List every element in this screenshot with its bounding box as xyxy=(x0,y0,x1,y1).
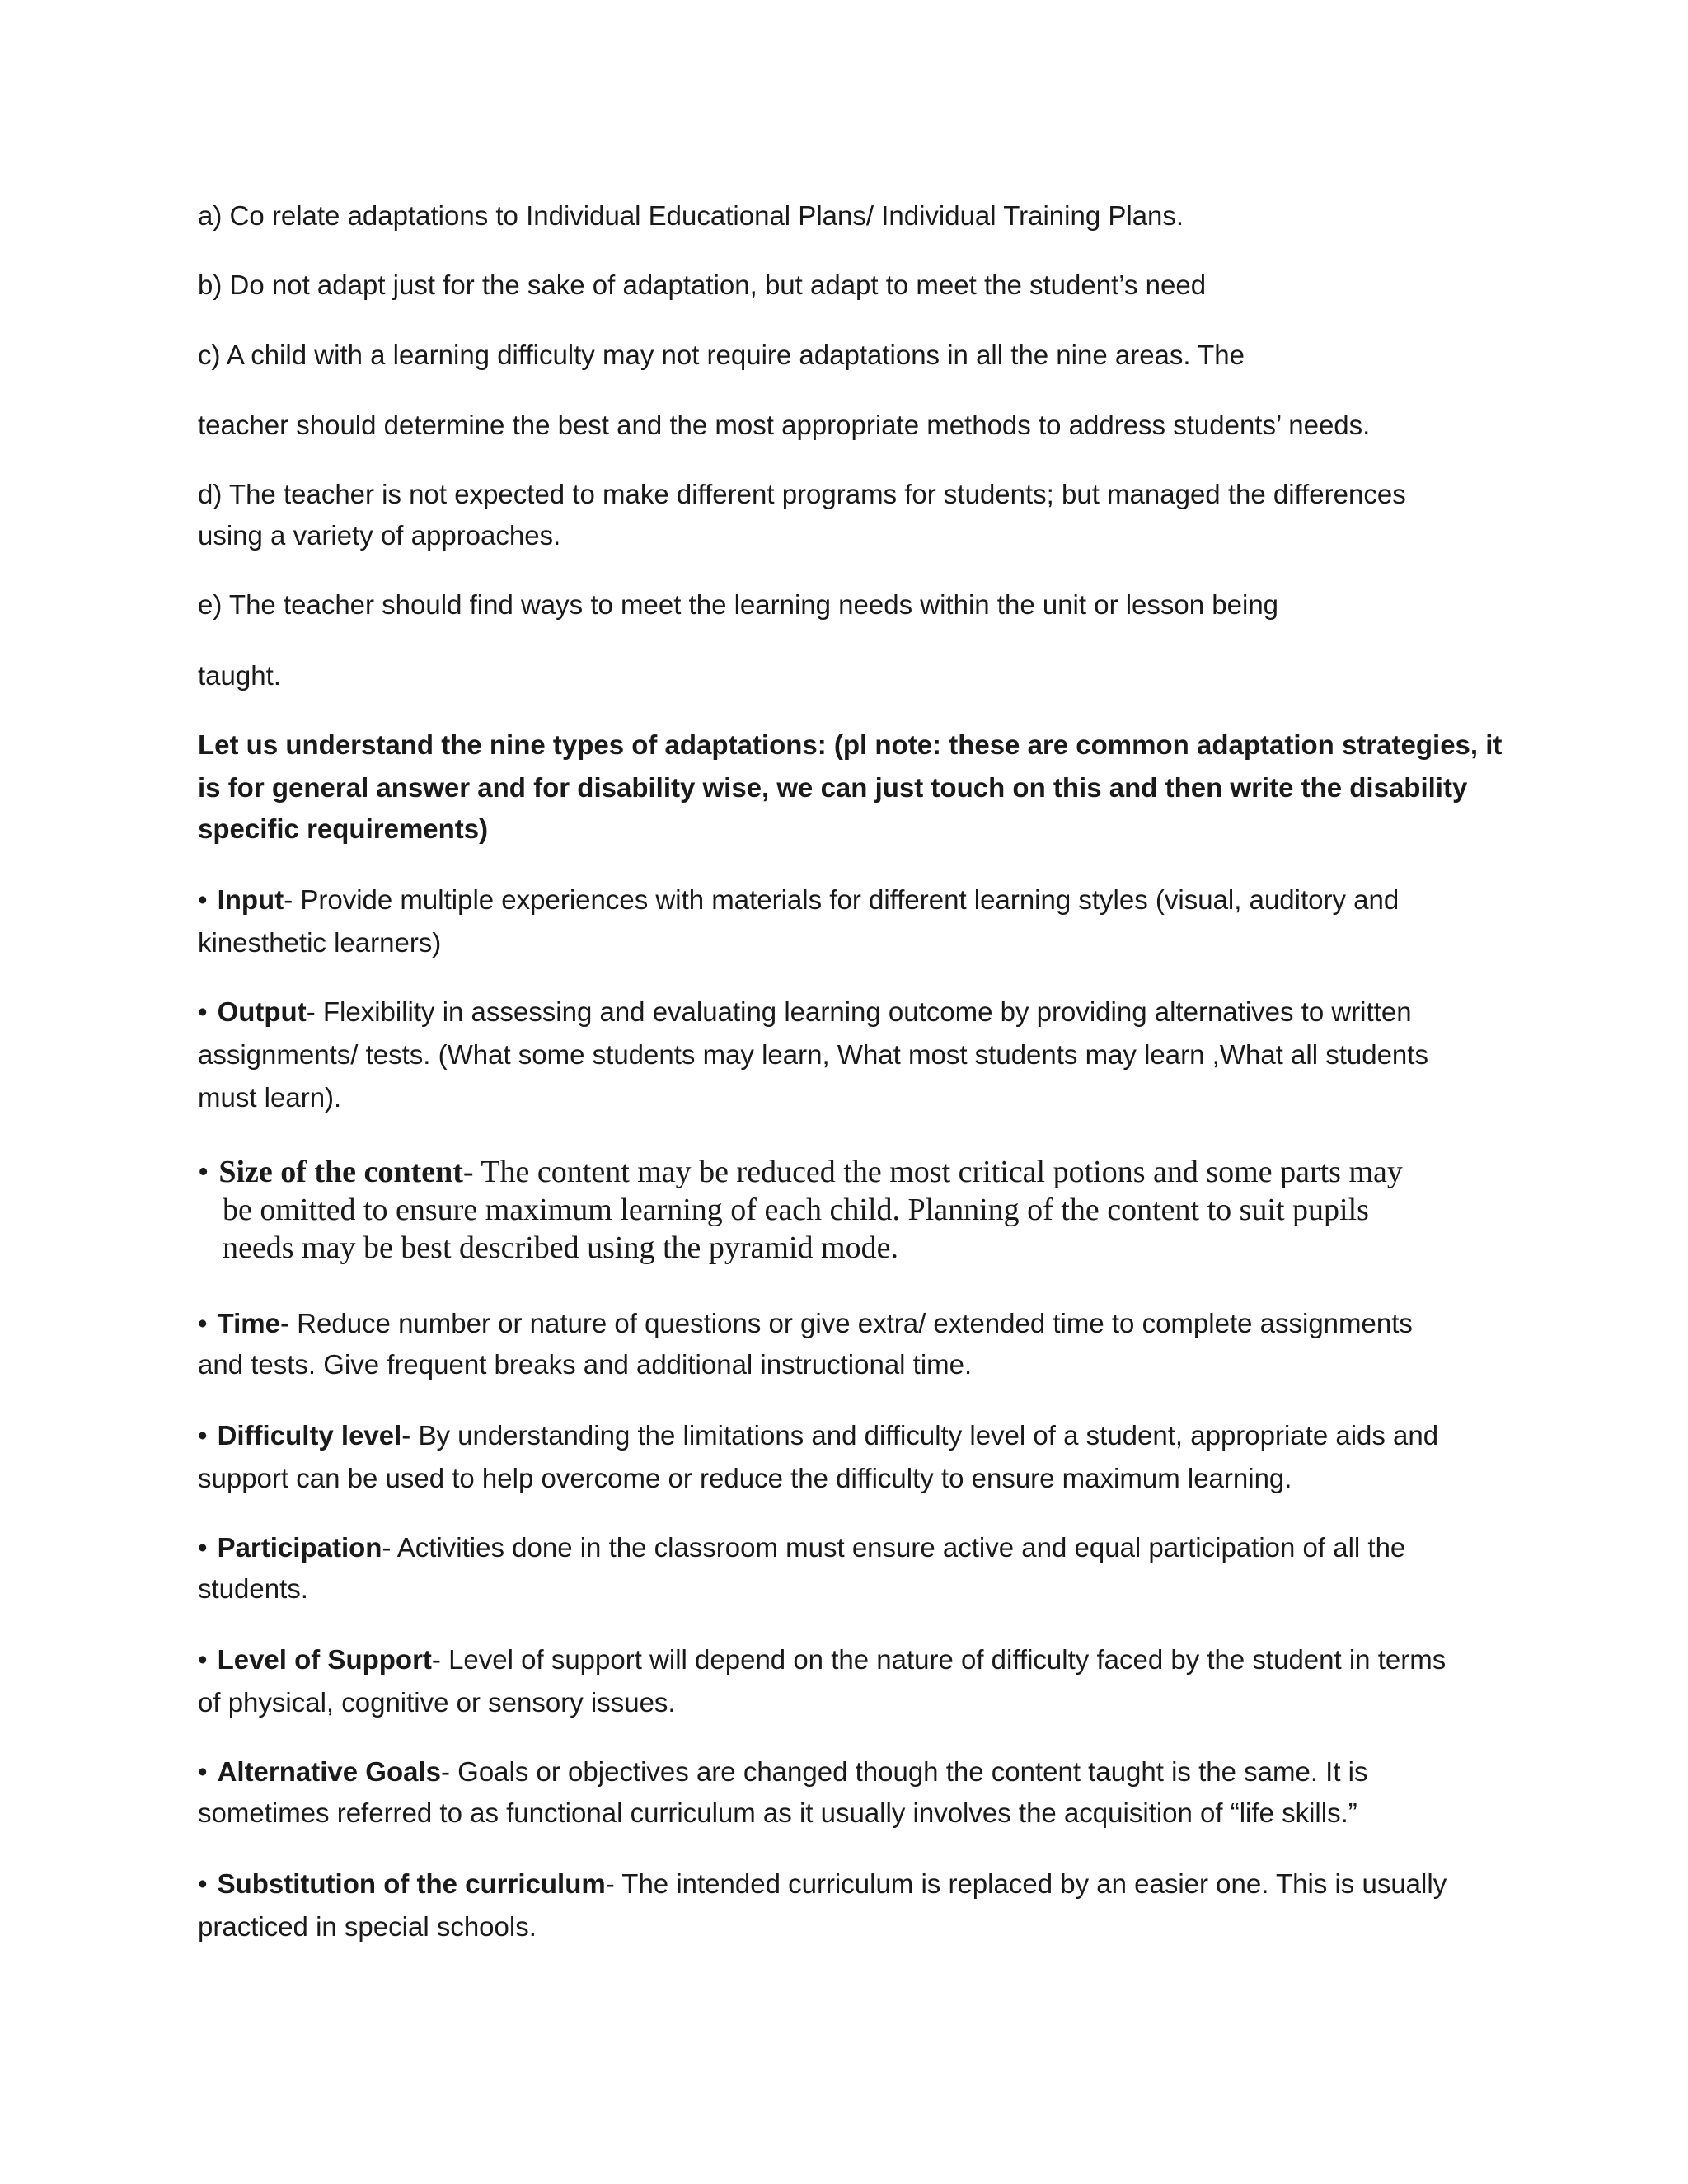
adaptation-description: - The intended curriculum is replaced by an easier one. This is usually xyxy=(605,1868,1447,1899)
adaptation-level-of-support xyxy=(198,1638,1508,1681)
adaptation-size-of-content xyxy=(198,1152,1508,1192)
adaptation-input-line2: kinesthetic learners) xyxy=(198,927,442,958)
adaptation-description: - Provide multiple experiences with materials for different learning styles (visual, auditory and xyxy=(284,884,1400,915)
adaptation-term: Alternative Goals xyxy=(217,1756,441,1787)
section-heading-line1: Let us understand the nine types of adaptations: (pl note: these are common adaptation strategies, it xyxy=(198,729,1503,760)
adaptation-goals-line2: sometimes referred to as functional curriculum as it usually involves the acquisition of “life skills.” xyxy=(198,1797,1357,1828)
guideline-d-line1: d) The teacher is not expected to make different programs for students; but managed the differences xyxy=(198,479,1406,509)
bullet-icon: • xyxy=(198,996,208,1027)
bullet-icon: • xyxy=(198,884,208,915)
adaptation-description: - Goals or objectives are changed though the content taught is the same. It is xyxy=(441,1756,1368,1787)
adaptation-input xyxy=(198,879,1508,921)
bullet-icon: • xyxy=(198,1644,208,1675)
guideline-d-line2: using a variety of approaches. xyxy=(198,520,561,551)
adaptation-output-line3: must learn). xyxy=(198,1082,342,1113)
section-heading-line2: is for general answer and for disability wise, we can just touch on this and then write the disability xyxy=(198,772,1468,803)
adaptation-output xyxy=(198,991,1508,1033)
bullet-icon: • xyxy=(198,1532,208,1563)
guideline-e-line1: e) The teacher should find ways to meet the learning needs within the unit or lesson being xyxy=(198,589,1279,620)
adaptation-description: - Level of support will depend on the nature of difficulty faced by the student in terms xyxy=(431,1644,1447,1675)
guideline-e-line2: taught. xyxy=(198,660,281,691)
section-heading-line3: specific requirements) xyxy=(198,813,489,844)
adaptation-participation-line2: students. xyxy=(198,1573,308,1604)
adaptation-term: Input xyxy=(217,884,284,915)
adaptation-participation xyxy=(198,1526,1508,1569)
adaptation-description: - The content may be reduced the most critical potions and some parts may xyxy=(462,1155,1403,1189)
adaptation-size-line2: be omitted to ensure maximum learning of each child. Planning of the content to suit pupils xyxy=(223,1193,1369,1227)
adaptation-description: - Reduce number or nature of questions or give extra/ extended time to complete assignments xyxy=(280,1308,1413,1338)
adaptation-time-line2: and tests. Give frequent breaks and additional instructional time. xyxy=(198,1349,973,1380)
adaptation-time xyxy=(198,1302,1508,1345)
adaptation-substitution xyxy=(198,1863,1508,1905)
guideline-c-line2: teacher should determine the best and the most appropriate methods to address students’ needs. xyxy=(198,410,1371,440)
adaptation-term: Time xyxy=(217,1308,280,1338)
adaptation-difficulty-line2: support can be used to help overcome or reduce the difficulty to ensure maximum learning. xyxy=(198,1463,1292,1493)
guideline-b: b) Do not adapt just for the sake of adaptation, but adapt to meet the student’s need xyxy=(198,269,1207,300)
adaptation-substitution-line2: practiced in special schools. xyxy=(198,1911,537,1942)
bullet-icon: • xyxy=(198,1420,208,1451)
adaptation-output-line2: assignments/ tests. (What some students may learn, What most students may learn ,What all students xyxy=(198,1039,1428,1070)
adaptation-term: Participation xyxy=(217,1532,382,1563)
adaptation-term: Size of the content xyxy=(218,1155,463,1189)
adaptation-alternative-goals xyxy=(198,1750,1508,1793)
adaptation-difficulty-level xyxy=(198,1414,1508,1457)
adaptation-term: Difficulty level xyxy=(217,1420,402,1451)
adaptation-size-line3: needs may be best described using the pyramid mode. xyxy=(223,1230,898,1265)
adaptation-description: - Activities done in the classroom must ensure active and equal participation of all the xyxy=(382,1532,1406,1563)
adaptation-description: - Flexibility in assessing and evaluating learning outcome by providing alternatives to written xyxy=(306,996,1412,1027)
adaptation-term: Level of Support xyxy=(217,1644,432,1675)
adaptation-term: Substitution of the curriculum xyxy=(217,1868,606,1899)
bullet-icon: • xyxy=(198,1155,209,1189)
bullet-icon: • xyxy=(198,1308,208,1338)
bullet-icon: • xyxy=(198,1868,208,1899)
adaptation-description: - By understanding the limitations and difficulty level of a student, appropriate aids and xyxy=(401,1420,1439,1451)
adaptation-term: Output xyxy=(217,996,307,1027)
guideline-a: a) Co relate adaptations to Individual Educational Plans/ Individual Training Plans. xyxy=(198,200,1184,231)
bullet-icon: • xyxy=(198,1756,208,1787)
adaptation-support-line2: of physical, cognitive or sensory issues. xyxy=(198,1687,676,1718)
guideline-c-line1: c) A child with a learning difficulty may not require adaptations in all the nine areas. The xyxy=(198,340,1245,370)
